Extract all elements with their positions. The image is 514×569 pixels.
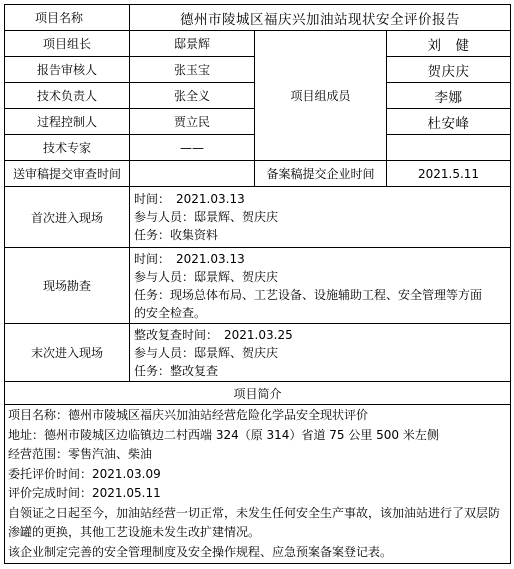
visit-last-details (130, 324, 511, 382)
visit-survey-row (5, 248, 511, 324)
summary-heading-row (5, 382, 511, 405)
visit-first-label: 首次进入现场 (5, 187, 130, 248)
visit-survey-participants: 参与人员：邸景辉、贺庆庆 (134, 269, 279, 284)
reviewer-value: 张玉宝 (130, 57, 255, 83)
member-empty (387, 135, 511, 161)
summary-completion-date: 评价完成时间：2021.05.11 (8, 486, 161, 500)
process-value: 贾立民 (130, 109, 255, 135)
expert-value: —— (130, 135, 255, 161)
members-label: 项目组成员 (255, 31, 387, 161)
visit-survey-label: 现场勘查 (5, 248, 130, 324)
visit-survey-task: 任务：现场总体布局、工艺设备、设施辅助工程、安全管理等方面 (134, 287, 483, 302)
visit-first-participants: 参与人员：邸景辉、贺庆庆 (134, 210, 279, 224)
expert-label: 技术专家 (5, 135, 130, 161)
visit-first-time: 时间： 2021.03.13 (134, 192, 245, 206)
visit-last-row (5, 324, 511, 382)
project-name-label: 项目名称 (5, 5, 130, 31)
summary-scope: 经营范围：零售汽油、柴油 (8, 447, 153, 461)
member-2: 贺庆庆 (387, 57, 511, 83)
visit-first-task: 任务：收集资料 (134, 228, 219, 242)
member-1: 刘 健 (387, 31, 511, 57)
visit-survey-time: 时间： 2021.03.13 (134, 251, 245, 266)
visit-last-participants: 参与人员：邸景辉、贺庆庆 (134, 345, 279, 360)
visit-survey-details (130, 248, 511, 324)
visit-first-details (130, 187, 511, 248)
report-info-table (4, 4, 511, 564)
visit-first-row (5, 187, 511, 248)
tech-value: 张全义 (130, 83, 255, 109)
leader-value: 邸景辉 (130, 31, 255, 57)
summary-address: 地址：德州市陵城区边临镇边二村西端 324（原 314）省道 75 公里 500 米左侧 (8, 427, 439, 442)
submit-row (5, 161, 511, 187)
summary-body-row (5, 405, 511, 564)
visit-survey-task-cont: 的安全检查。 (134, 305, 207, 320)
member-3: 李娜 (387, 83, 511, 109)
visit-last-label: 末次进入现场 (5, 324, 130, 382)
process-label: 过程控制人 (5, 109, 130, 135)
summary-body (5, 405, 511, 564)
filing-submit-value: 2021.5.11 (387, 161, 511, 187)
leader-label: 项目组长 (5, 31, 130, 57)
filing-submit-label: 备案稿提交企业时间 (255, 161, 387, 187)
summary-heading: 项目简介 (5, 382, 511, 405)
review-submit-value (130, 161, 255, 187)
member-4: 杜安峰 (387, 109, 511, 135)
summary-operation-note: 自领证之日起至今，加油站经营一切正常，未发生任何安全生产事故，该加油站进行了双层防渗罐的更换，其他工艺设施未发生改扩建情况。 (8, 505, 501, 539)
visit-last-time: 整改复查时间： 2021.03.25 (134, 327, 293, 342)
summary-management-note: 该企业制定完善的安全管理制度及安全操作规程、应急预案备案登记表。 (8, 544, 393, 559)
title-row (5, 5, 511, 31)
leader-row (5, 31, 511, 57)
reviewer-label: 报告审核人 (5, 57, 130, 83)
visit-last-task: 任务：整改复查 (134, 363, 219, 378)
project-name-value: 德州市陵城区福庆兴加油站现状安全评价报告 (130, 5, 511, 31)
tech-label: 技术负责人 (5, 83, 130, 109)
review-submit-label: 送审稿提交审查时间 (5, 161, 130, 187)
summary-commission-date: 委托评价时间：2021.03.09 (8, 466, 161, 481)
summary-project-name: 项目名称：德州市陵城区福庆兴加油站经营危险化学品安全现状评价 (8, 408, 369, 422)
